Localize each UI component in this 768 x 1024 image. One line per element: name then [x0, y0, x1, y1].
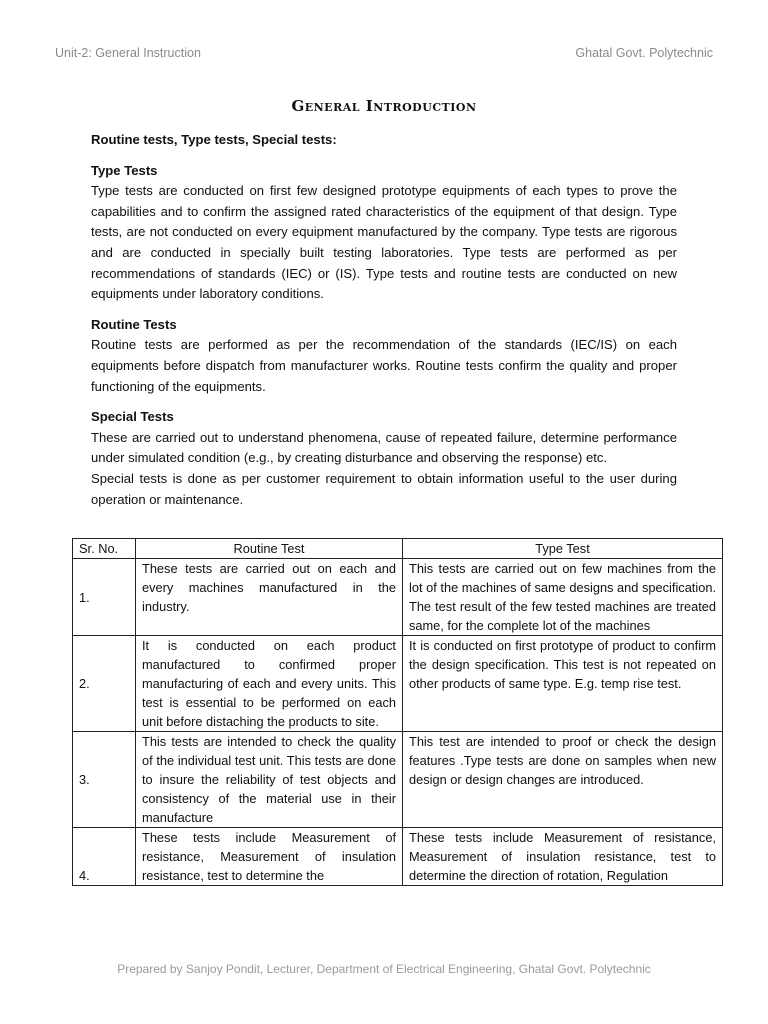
type-test-cell: This tests are carried out on few machines from the lot of the machines of same designs and specification. The test result of the few tested machines are treated same, for the complete lot of the machines [403, 559, 723, 636]
running-header-right: Ghatal Govt. Polytechnic [575, 46, 713, 60]
table-row [73, 636, 723, 732]
header-sr-no: Sr. No. [73, 539, 136, 559]
running-header-left: Unit-2: General Instruction [55, 46, 201, 60]
routine-tests-heading: Routine Tests [91, 316, 177, 332]
special-tests-paragraph-2: Special tests is done as per customer requirement to obtain information useful to the user during operation or maintenance. [91, 470, 677, 507]
sr-no-cell: 1. [73, 559, 136, 636]
sr-no-cell: 4. [73, 828, 136, 886]
type-test-cell: It is conducted on first prototype of product to confirm the design specification. This test is not repeated on other products of same type. E.g. temp rise test. [403, 636, 723, 732]
special-tests-paragraph-1: These are carried out to understand phenomena, cause of repeated failure, determine performance under simulated condition (e.g., by creating disturbance and observing the response) etc. [91, 429, 677, 466]
routine-test-text: These tests include Measurement of resistance, Measurement of insulation resistance, test to determine the [142, 830, 396, 883]
type-test-cell [403, 828, 723, 886]
page-title: General Introduction [291, 97, 477, 115]
type-tests-paragraph: Type tests are conducted on first few designed prototype equipments of each types to prove the capabilities and to confirm the assigned rated characteristics of the equipment of that design. Type tests, are not conducted on every equipment manufactured by the company. Type tests are rigorous and are conducted in specially built testing laboratories. Type tests are performed as per recommendations of standards (IEC) or (IS). Type tests and routine tests are conducted on new equipments under laboratory conditions. [91, 183, 677, 302]
routine-test-cell: These tests are carried out on each and every machines manufactured in the industry. [136, 559, 403, 636]
table-row [73, 732, 723, 828]
type-test-cell: This test are intended to proof or check the design features .Type tests are done on samples when new design or design changes are introduced. [403, 732, 723, 828]
routine-test-cell [136, 828, 403, 886]
body-content [91, 130, 677, 510]
routine-test-cell: This tests are intended to check the quality of the individual test unit. This tests are done to insure the reliability of test objects and consistency of the material use in their manufacture [136, 732, 403, 828]
header-routine-test: Routine Test [136, 539, 403, 559]
table-header-row [73, 539, 723, 559]
type-test-text: These tests include Measurement of resistance, Measurement of insulation resistance, test to determine the direction of rotation, Regulation [409, 830, 716, 883]
page-footer: Prepared by Sanjoy Pondit, Lecturer, Department of Electrical Engineering, Ghatal Govt. Polytechnic [117, 962, 651, 976]
sr-no-cell: 2. [73, 636, 136, 732]
routine-test-cell: It is conducted on each product manufactured to confirmed proper manufacturing of each and every units. This test is essential to be performed on each unit before distaching the products to site. [136, 636, 403, 732]
special-tests-heading: Special Tests [91, 409, 174, 425]
comparison-table [72, 538, 723, 886]
header-type-test: Type Test [403, 539, 723, 559]
routine-tests-paragraph: Routine tests are performed as per the recommendation of the standards (IEC/IS) on each equipments before dispatch from manufacturer works. Routine tests confirm the quality and proper functioning of the equipments. [91, 337, 677, 394]
type-tests-heading: Type Tests [91, 162, 158, 178]
table-row [73, 559, 723, 636]
intro-line: Routine tests, Type tests, Special tests: [91, 132, 337, 147]
sr-no-cell: 3. [73, 732, 136, 828]
table-row [73, 828, 723, 886]
